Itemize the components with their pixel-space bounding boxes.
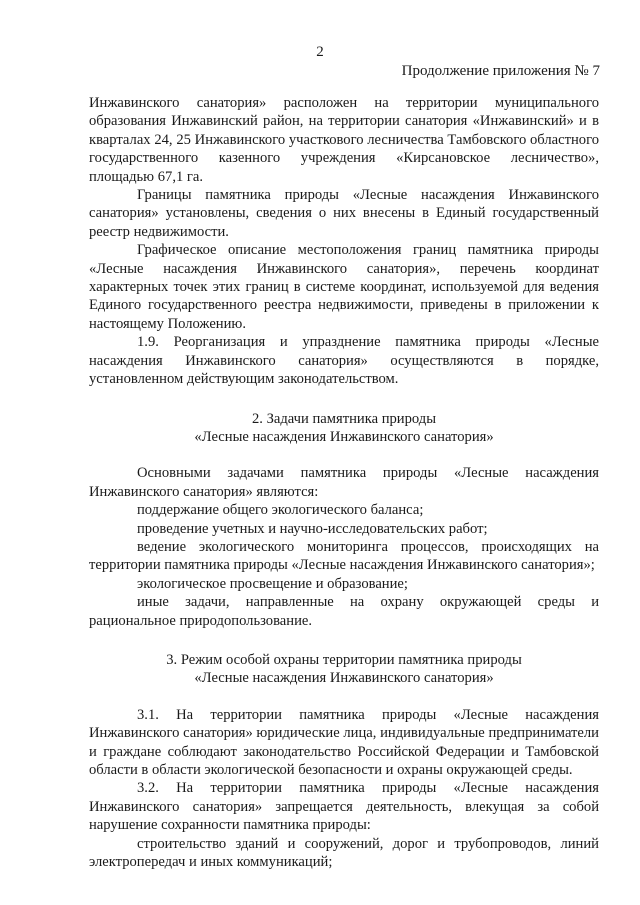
section-2-title: 2. Задачи памятника природы <box>251 410 437 427</box>
paragraph-1-9: 1.9. Реорганизация и упразднение памятника природы «Лесные насаждения Инжавинского санатория» осуществляются в порядке, установленном действующим законодательством. <box>89 334 599 388</box>
section-3-title: 3. Режим особой охраны территории памятника природы <box>166 651 522 668</box>
document-body <box>89 94 599 871</box>
appendix-continuation-label: Продолжение приложения № 7 <box>401 63 600 79</box>
paragraph-3-1: 3.1. На территории памятника природы «Лесные насаждения Инжавинского санатория» юридические лица, индивидуальные предприниматели и граждане соблюдают законодательство Российской Федерации и Тамбовской области в области экологической безопасности и охраны окружающей среды. <box>89 706 599 778</box>
task-item: иные задачи, направленные на охрану окружающей среды и рациональное природопользование. <box>89 594 599 629</box>
task-item: ведение экологического мониторинга процессов, происходящих на территории памятника природы «Лесные насаждения Инжавинского санатория»; <box>89 538 599 574</box>
page-number: 2 <box>316 44 324 60</box>
section-2-subtitle: «Лесные насаждения Инжавинского санатория» <box>194 428 494 445</box>
prohibition-item: строительство зданий и сооружений, дорог и трубопроводов, линий электропередач и иных коммуникаций; <box>89 835 599 871</box>
task-item: проведение учетных и научно-исследовательских работ; <box>137 520 488 537</box>
section-3-subtitle: «Лесные насаждения Инжавинского санатория» <box>194 670 494 687</box>
section-3-heading <box>89 651 599 688</box>
task-item: поддержание общего экологического баланса; <box>137 502 424 519</box>
paragraph-location: Инжавинского санатория» расположен на территории муниципального образования Инжавинский район, на территории санатория «Инжавинский» и в кварталах 24, 25 Инжавинского участкового лесничества Тамбовского областного государственного казенного учреждения «Кирсановское лесничество», площадью 67,1 га. <box>89 95 599 185</box>
section-2-intro: Основными задачами памятника природы «Лесные насаждения Инжавинского санатория» являются: <box>89 465 599 500</box>
task-item: экологическое просвещение и образование; <box>137 575 408 592</box>
paragraph-boundaries: Границы памятника природы «Лесные насаждения Инжавинского санатория» установлены, сведения о них внесены в Единый государственный реестр недвижимости. <box>89 187 599 240</box>
paragraph-3-2: 3.2. На территории памятника природы «Лесные насаждения Инжавинского санатория» запрещается деятельность, влекущая за собой нарушение сохранности памятника природы: <box>89 780 599 834</box>
section-2-heading <box>89 410 599 447</box>
paragraph-graphic-description: Графическое описание местоположения границ памятника природы «Лесные насаждения Инжавинского санатория», перечень координат характерных точек этих границ в системе координат, используемой для ведения Единого государственного реестра недвижимости, приведены в приложении к настоящему Положению. <box>89 242 599 332</box>
